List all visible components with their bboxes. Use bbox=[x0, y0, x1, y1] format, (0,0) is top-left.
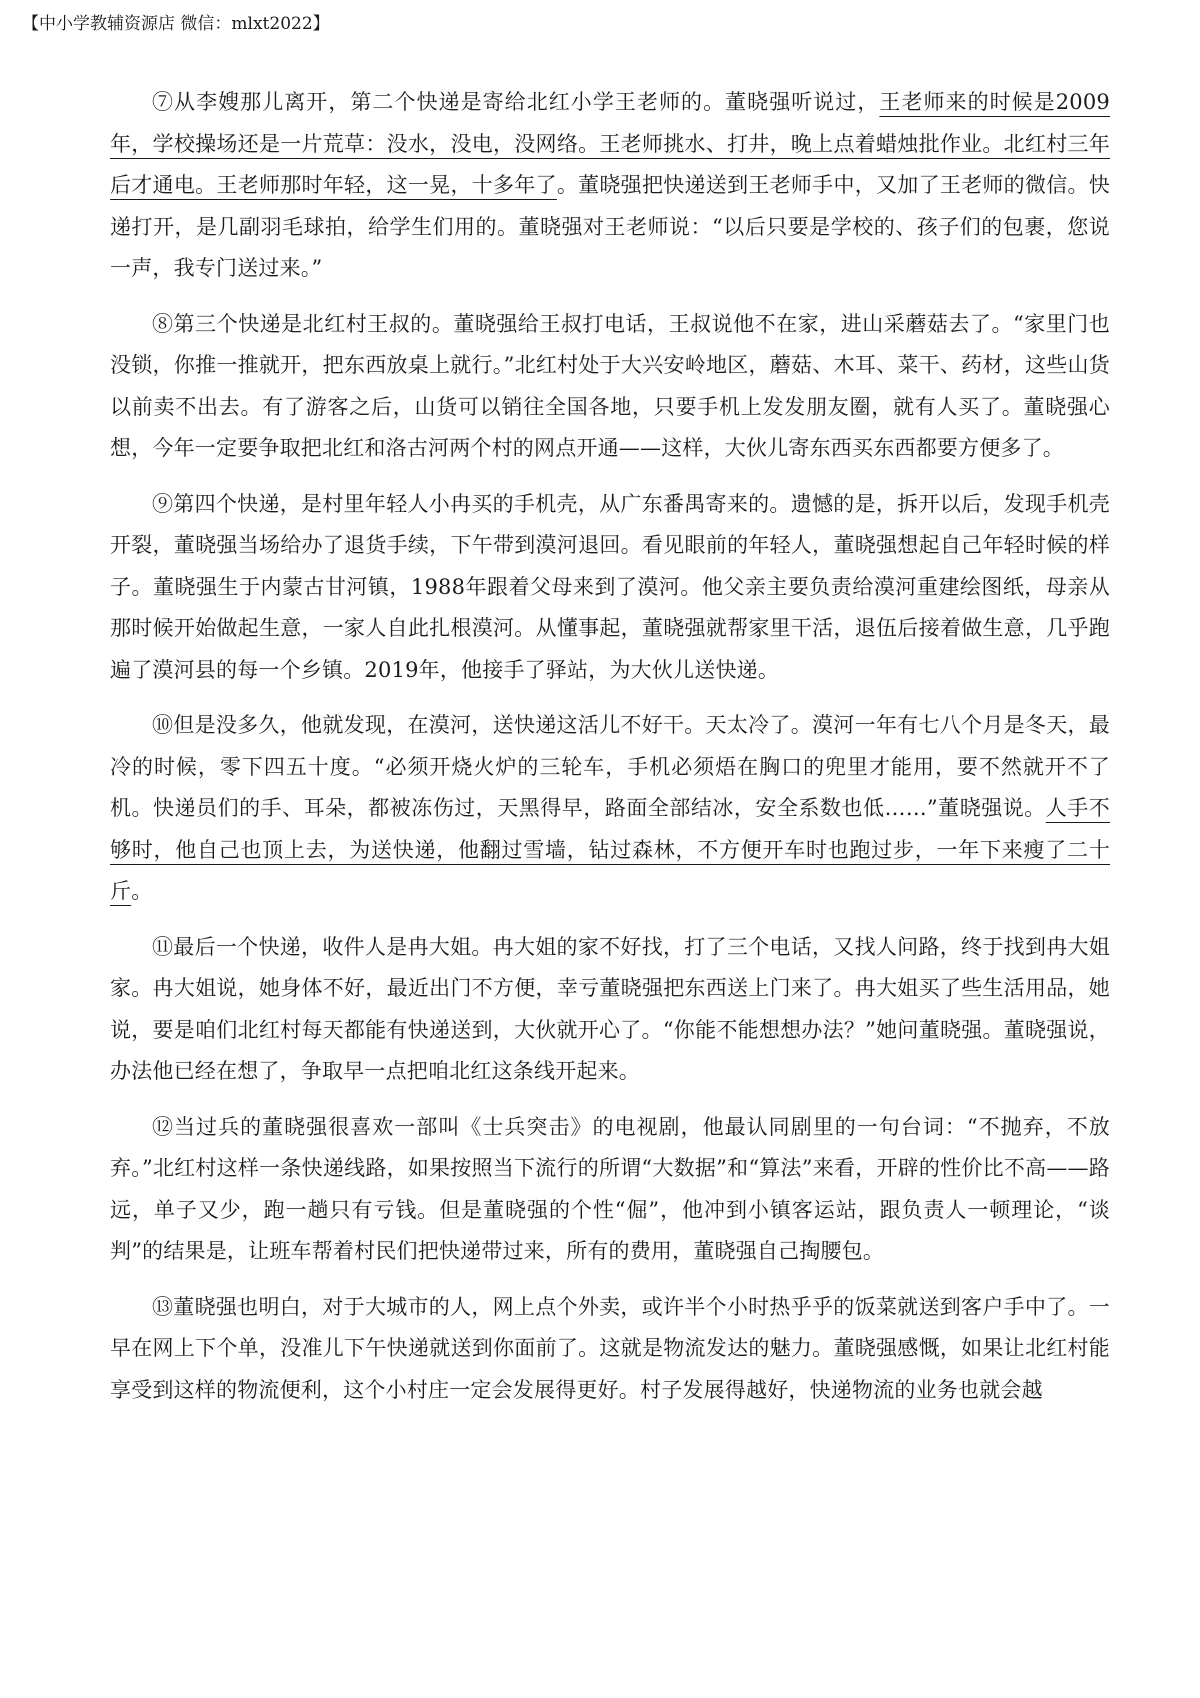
text-segment: 。董晓强把快递送到王老师手中，又加了王老师的微信。快递打开，是几副羽毛球拍，给学生们用的。董晓强对王老师说：“以后只要是学校的、孩子们的包裹，您说一声，我专门送过来。” bbox=[110, 173, 1110, 280]
underlined-segment: 王老师来的时候是2009年，学校操场还是一片荒草：没水，没电，没网络。王老师挑水、打井，晚上点着蜡烛批作业。北红村三年后才通电。王老师那时年轻，这一晃，十多年了 bbox=[110, 90, 1110, 197]
article-body bbox=[110, 82, 1110, 1411]
paragraph-11 bbox=[110, 927, 1110, 1093]
text-segment: ⑪最后一个快递，收件人是冉大姐。冉大姐的家不好找，打了三个电话，又找人问路，终于找到冉大姐家。冉大姐说，她身体不好，最近出门不方便，幸亏董晓强把东西送上门来了。冉大姐买了些生活用品，她说，要是咱们北红村每天都能有快递送到，大伙就开心了。“你能不能想想办法？”她问董晓强。董晓强说，办法他已经在想了，争取早一点把咱北红这条线开起来。 bbox=[110, 934, 1110, 1083]
text-segment: 。 bbox=[131, 879, 153, 903]
paragraph-9 bbox=[110, 484, 1110, 692]
paragraph-8 bbox=[110, 304, 1110, 470]
text-segment: ⑬董晓强也明白，对于大城市的人，网上点个外卖，或许半个小时热乎乎的饭菜就送到客户手中了。一早在网上下个单，没准儿下午快递就送到你面前了。这就是物流发达的魅力。董晓强感慨，如果让北红村能享受到这样的物流便利，这个小村庄一定会发展得更好。村子发展得越好，快递物流的业务也就会越 bbox=[110, 1294, 1110, 1402]
text-segment: ⑨第四个快递，是村里年轻人小冉买的手机壳，从广东番禺寄来的。遗憾的是，拆开以后，发现手机壳开裂，董晓强当场给办了退货手续，下午带到漠河退回。看见眼前的年轻人，董晓强想起自己年轻时候的样子。董晓强生于内蒙古甘河镇，1988年跟着父母来到了漠河。他父亲主要负责给漠河重建绘图纸，母亲从那时候开始做起生意，一家人自此扎根漠河。从懂事起，董晓强就帮家里干活，退伍后接着做生意，几乎跑遍了漠河县的每一个乡镇。2019年，他接手了驿站，为大伙儿送快递。 bbox=[110, 491, 1110, 682]
underlined-segment: 人手不够时，他自己也顶上去，为送快递，他翻过雪墙，钻过森林，不方便开车时也跑过步，一年下来瘦了二十斤 bbox=[110, 796, 1110, 903]
text-segment: ⑫当过兵的董晓强很喜欢一部叫《士兵突击》的电视剧，他最认同剧里的一句台词：“不抛弃，不放弃。”北红村这样一条快递线路，如果按照当下流行的所谓“大数据”和“算法”来看，开辟的性价比不高——路远，单子又少，跑一趟只有亏钱。但是董晓强的个性“倔”，他冲到小镇客运站，跟负责人一顿理论，“谈判”的结果是，让班车帮着村民们把快递带过来，所有的费用，董晓强自己掏腰包。 bbox=[110, 1114, 1110, 1263]
paragraph-7 bbox=[110, 82, 1110, 290]
text-segment: ⑦从李嫂那儿离开，第二个快递是寄给北红小学王老师的。董晓强听说过， bbox=[152, 90, 880, 114]
paragraph-13 bbox=[110, 1287, 1110, 1412]
paragraph-12 bbox=[110, 1107, 1110, 1273]
text-segment: ⑧第三个快递是北红村王叔的。董晓强给王叔打电话，王叔说他不在家，进山采蘑菇去了。“家里门也没锁，你推一推就开，把东西放桌上就行。”北红村处于大兴安岭地区，蘑菇、木耳、菜干、药材，这些山货以前卖不出去。有了游客之后，山货可以销往全国各地，只要手机上发发朋友圈，就有人买了。董晓强心想，今年一定要争取把北红和洛古河两个村的网点开通——这样，大伙儿寄东西买东西都要方便多了。 bbox=[110, 311, 1110, 460]
text-segment: ⑩但是没多久，他就发现，在漠河，送快递这活儿不好干。天太冷了。漠河一年有七八个月是冬天，最冷的时候，零下四五十度。“必须开烧火炉的三轮车，手机必须焐在胸口的兜里才能用，要不然就开不了机。快递员们的手、耳朵，都被冻伤过，天黑得早，路面全部结冰，安全系数也低……”董晓强说。 bbox=[110, 713, 1110, 820]
paragraph-10 bbox=[110, 705, 1110, 913]
page-header: 【中小学教辅资源店 微信：mlxt2022】 bbox=[22, 14, 330, 34]
